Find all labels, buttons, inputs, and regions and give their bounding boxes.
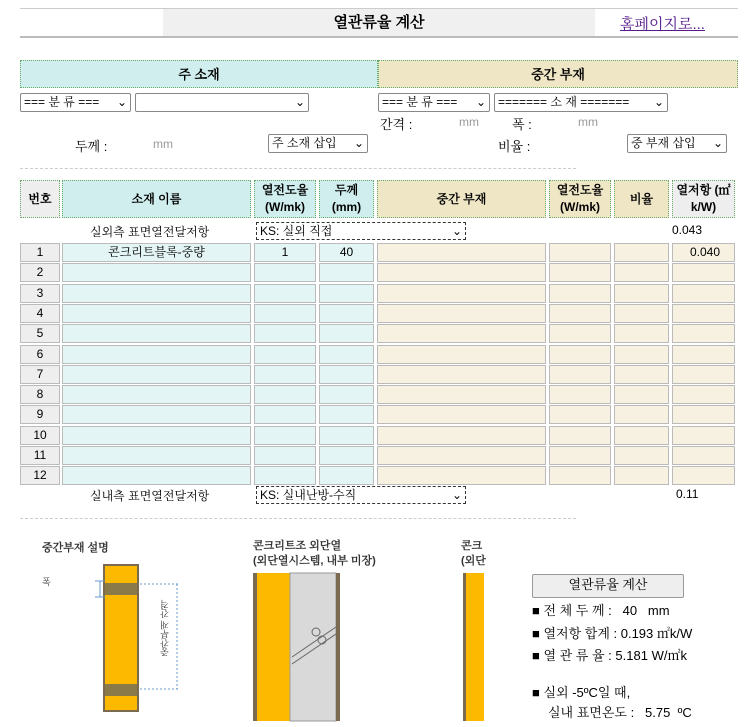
row-3-name[interactable] [62,284,251,303]
row-5-mid[interactable] [377,324,546,343]
row-4-no: 4 [20,304,60,323]
thickness-label: 두께 : [75,139,108,154]
spacing-unit: mm [459,115,479,129]
col-header-no: 번호 [20,180,60,218]
row-4-name[interactable] [62,304,251,323]
mid-category-select[interactable] [378,93,490,112]
chevron-down-icon: ⌄ [294,95,305,109]
row-6-mid[interactable] [377,345,546,364]
outdoor-label: 실외측 표면열전달저항 [90,225,210,239]
outdoor-condition: ■ 실외 -5ºC일 때, [532,685,631,700]
row-10-mid[interactable] [377,426,546,445]
surface-temp-result: 실내 표면온도 : 5.75 ºC [548,705,692,720]
mid-insert-select[interactable] [627,134,727,153]
row-3-mid[interactable] [377,284,546,303]
row-1-name[interactable]: 콘크리트블록-중량 [62,243,251,262]
chevron-down-icon: ⌄ [451,224,462,238]
row-2-no: 2 [20,263,60,282]
row-8-mid[interactable] [377,385,546,404]
row-1-mk[interactable] [549,243,611,262]
row-7-mid[interactable] [377,365,546,384]
divider [20,518,576,519]
u-value-result: ■ 열 관 류 율 : 5.181 W/㎡k [532,648,687,663]
thickness-unit: mm [153,137,173,151]
col-header-mid-k: 열전도율 (W/mk) [549,180,611,218]
row-2-ratio[interactable] [614,263,669,282]
row-7-mk[interactable] [549,365,611,384]
row-2-mid[interactable] [377,263,546,282]
row-4-k[interactable] [254,304,316,323]
concrete-diagram-title [253,539,376,569]
row-5-k[interactable] [254,324,316,343]
row-9-ratio[interactable] [614,405,669,424]
page-title: 열관류율 계산 [163,9,595,36]
row-4-mid[interactable] [377,304,546,323]
row-11-no: 11 [20,446,60,465]
row-8-mk[interactable] [549,385,611,404]
row-7-ratio[interactable] [614,365,669,384]
row-12-r [672,466,735,485]
cut-diagram-title [461,539,486,569]
row-11-t[interactable] [319,446,374,465]
row-9-t[interactable] [319,405,374,424]
ratio-label: 비율 : [498,139,531,154]
main-material-select[interactable] [135,93,309,112]
width-label: 폭 : [512,117,532,132]
row-1-no: 1 [20,243,60,262]
row-2-mk[interactable] [549,263,611,282]
row-3-k[interactable] [254,284,316,303]
cut-subtitle: (외단 [461,555,486,567]
row-3-ratio[interactable] [614,284,669,303]
row-11-k[interactable] [254,446,316,465]
width-label-diagram: 폭 [42,577,51,587]
row-11-mk[interactable] [549,446,611,465]
indoor-value: 0.11 [676,487,699,501]
concrete-wall-diagram [252,572,342,722]
outdoor-value: 0.043 [672,223,703,237]
row-11-r [672,446,735,465]
row-12-name[interactable] [62,466,251,485]
row-7-name[interactable] [62,365,251,384]
indoor-select-value: KS: 실내난방-수직 [260,488,357,502]
row-7-k[interactable] [254,365,316,384]
cut-title: 콘크 [461,540,483,552]
mid-material-header: 중간 부재 [378,60,738,88]
mid-category-value: === 분 류 === [382,95,458,109]
row-5-mk[interactable] [549,324,611,343]
row-11-name[interactable] [62,446,251,465]
row-10-r [672,426,735,445]
row-4-t[interactable] [319,304,374,323]
col-header-name: 소재 이름 [62,180,251,218]
col-header-thickness: 두께 (mm) [319,180,374,218]
main-insert-select[interactable] [268,134,368,153]
row-5-t[interactable] [319,324,374,343]
row-12-t[interactable] [319,466,374,485]
row-7-r [672,365,735,384]
row-8-no: 8 [20,385,60,404]
mid-material-value: ======= 소 재 ======= [498,95,630,109]
chevron-down-icon: ⌄ [475,95,486,109]
row-1-r: 0.040 [672,243,735,262]
spacing-label-diagram: 중간부재 간격 [160,600,170,657]
row-9-k[interactable] [254,405,316,424]
chevron-down-icon: ⌄ [451,488,462,502]
row-2-r [672,263,735,282]
row-8-ratio[interactable] [614,385,669,404]
row-9-name[interactable] [62,405,251,424]
row-1-ratio[interactable] [614,243,669,262]
divider [20,168,576,169]
row-5-r [672,324,735,343]
row-1-mid[interactable] [377,243,546,262]
row-10-no: 10 [20,426,60,445]
row-6-ratio[interactable] [614,345,669,364]
spacing-label: 간격 : [380,117,413,132]
row-12-k[interactable] [254,466,316,485]
row-3-mk[interactable] [549,284,611,303]
row-4-r [672,304,735,323]
row-1-t[interactable]: 40 [319,243,374,262]
main-category-value: === 분 류 === [24,95,100,109]
row-8-t[interactable] [319,385,374,404]
col-header-r: 열저항 (㎡k/W) [672,180,735,218]
row-10-name[interactable] [62,426,251,445]
row-6-no: 6 [20,345,60,364]
row-7-t[interactable] [319,365,374,384]
row-10-ratio[interactable] [614,426,669,445]
row-10-k[interactable] [254,426,316,445]
row-6-name[interactable] [62,345,251,364]
chevron-down-icon: ⌄ [353,136,364,150]
row-9-r [672,405,735,424]
outdoor-select[interactable] [256,222,466,240]
total-thickness-result: ■ 전 체 두 께 : 40 mm [532,603,670,618]
chevron-down-icon: ⌄ [653,95,664,109]
row-9-mk[interactable] [549,405,611,424]
outdoor-select-value: KS: 실외 직접 [260,224,333,238]
main-material-header: 주 소재 [20,60,378,88]
main-insert-value: 주 소재 삽입 [272,136,337,150]
row-6-r [672,345,735,364]
concrete-title: 콘크리트조 외단열 [253,540,342,552]
row-2-t[interactable] [319,263,374,282]
row-3-r [672,284,735,303]
row-12-ratio[interactable] [614,466,669,485]
row-3-no: 3 [20,284,60,303]
row-8-k[interactable] [254,385,316,404]
row-10-t[interactable] [319,426,374,445]
row-2-name[interactable] [62,263,251,282]
row-6-mk[interactable] [549,345,611,364]
cut-wall-diagram [462,572,484,722]
row-9-mid[interactable] [377,405,546,424]
row-11-mid[interactable] [377,446,546,465]
row-12-no: 12 [20,466,60,485]
calculate-button[interactable]: 열관류율 계산 [532,574,684,598]
row-5-ratio[interactable] [614,324,669,343]
width-unit: mm [578,115,598,129]
row-6-t[interactable] [319,345,374,364]
mid-material-select[interactable] [494,93,668,112]
main-category-select[interactable] [20,93,131,112]
row-2-k[interactable] [254,263,316,282]
home-link[interactable]: 홈페이지로... [620,16,705,33]
row-11-ratio[interactable] [614,446,669,465]
col-header-k: 열전도율 (W/mk) [254,180,316,218]
chevron-down-icon: ⌄ [712,136,723,150]
row-3-t[interactable] [319,284,374,303]
title-bar [20,8,738,38]
mid-insert-value: 중 부재 삽입 [631,136,696,150]
row-12-mk[interactable] [549,466,611,485]
row-4-mk[interactable] [549,304,611,323]
row-12-mid[interactable] [377,466,546,485]
resistance-result: ■ 열저항 합계 : 0.193 ㎡k/W [532,626,693,641]
row-9-no: 9 [20,405,60,424]
concrete-subtitle: (외단열시스템, 내부 미장) [253,555,376,567]
col-header-ratio: 비율 [614,180,669,218]
row-7-no: 7 [20,365,60,384]
row-5-no: 5 [20,324,60,343]
row-4-ratio[interactable] [614,304,669,323]
row-5-name[interactable] [62,324,251,343]
row-8-r [672,385,735,404]
chevron-down-icon: ⌄ [116,95,127,109]
col-header-mid: 중간 부재 [377,180,546,218]
row-10-mk[interactable] [549,426,611,445]
row-1-k[interactable]: 1 [254,243,316,262]
indoor-select[interactable] [256,486,466,504]
mid-desc-title: 중간부재 설명 [42,542,109,554]
row-8-name[interactable] [62,385,251,404]
row-6-k[interactable] [254,345,316,364]
indoor-label: 실내측 표면열전달저항 [90,489,210,503]
